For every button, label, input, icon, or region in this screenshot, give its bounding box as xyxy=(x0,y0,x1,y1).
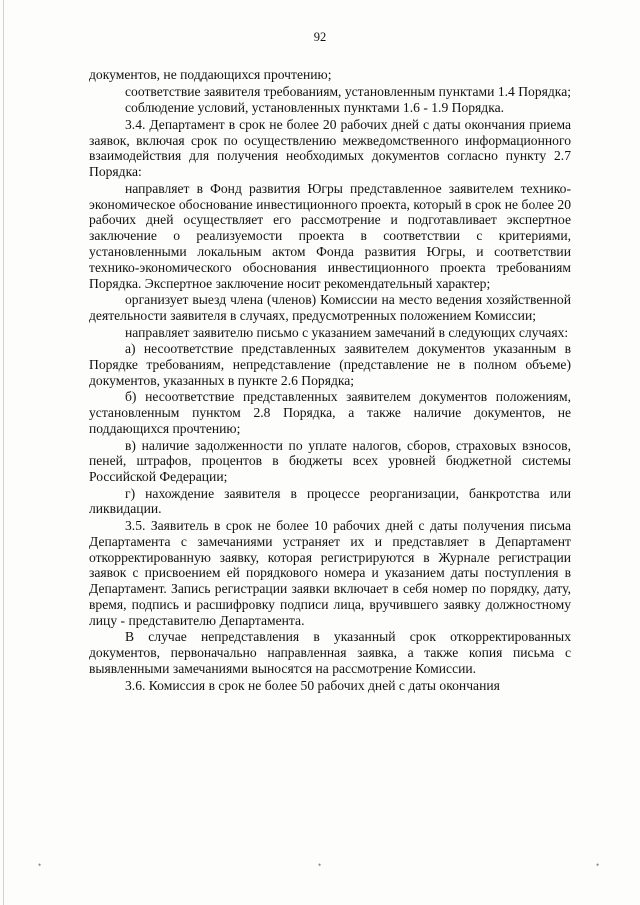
list-item-v: в) наличие задолженности по уплате налогов, сборов, страховых взносов, пеней, штрафов, процентов в бюджеты всех уровней бюджетной системы Российской Федерации; xyxy=(89,437,571,485)
list-item-a: а) несоответствие представленных заявителем документов указанным в Порядке требованиям, непредставление (представление не в полном объеме) документов, указанных в пункте 2.6 Порядка; xyxy=(89,341,571,388)
paragraph: соответствие заявителя требованиям, установленным пунктами 1.4 Порядка; xyxy=(125,83,571,99)
scan-dot-mark: • xyxy=(596,860,600,870)
document-body xyxy=(89,67,571,694)
paragraph: 3.6. Комиссия в срок не более 50 рабочих дней с даты окончания xyxy=(125,677,500,693)
paragraph: 3.4. Департамент в срок не более 20 рабочих дней с даты окончания приема заявок, включая срок по осуществлению межведомственного информационного взаимодействия для получения необходимых документов согласно пункту 2.7 Порядка: xyxy=(89,116,571,180)
paragraph: направляет заявителю письмо с указанием замечаний в следующих случаях: xyxy=(125,324,569,340)
list-item-b: б) несоответствие представленных заявителем документов положениям, установленным пунктом 2.8 Порядка, а также наличие документов, не поддающихся прочтению; xyxy=(89,389,571,436)
paragraph: документов, не поддающихся прочтению; xyxy=(89,67,332,82)
list-item-g: г) нахождение заявителя в процессе реорганизации, банкротства или ликвидации. xyxy=(89,485,571,517)
paragraph: В случае непредставления в указанный срок откорректированных документов, первоначально направленная заявка, а также копия письма с выявленными замечаниями выносятся на рассмотрение Комиссии. xyxy=(89,629,571,677)
paragraph: 3.5. Заявитель в срок не более 10 рабочих дней с даты получения письма Департамента с замечаниями устраняет их и представляет в Департамент откорректированную заявку, которая регистрируются в Журнале регистрации заявок с присвоением ей порядкового номера и указанием даты поступления в Департамент. Запись регистрации заявки включает в себя номер по порядку, дату, время, подпись и расшифровку подписи лица, вручившего заявку должностному лицу - представителю Департамента. xyxy=(89,518,571,628)
paragraph: организует выезд члена (членов) Комиссии на место ведения хозяйственной деятельности заявителя в случаях, предусмотренных положением Комиссии; xyxy=(89,292,571,323)
page-edge-line xyxy=(3,0,4,905)
scan-dot-mark: • xyxy=(38,860,42,870)
paragraph: направляет в Фонд развития Югры представленное заявителем технико-экономическое обоснование инвестиционного проекта, который в срок не более 20 рабочих дней осуществляет его рассмотрение и подготавливает экспертное заключение о реализуемости проекта в соответствии с критериями, установленными локальным актом Фонда развития Югры, и соответствии технико-экономического обоснования инвестиционного проекта требованиям Порядка. Экспертное заключение носит рекомендательный характер; xyxy=(89,180,571,291)
page-number: 92 xyxy=(313,30,327,44)
paragraph: соблюдение условий, установленных пунктами 1.6 - 1.9 Порядка. xyxy=(125,100,505,116)
scan-dot-mark: • xyxy=(318,860,322,870)
